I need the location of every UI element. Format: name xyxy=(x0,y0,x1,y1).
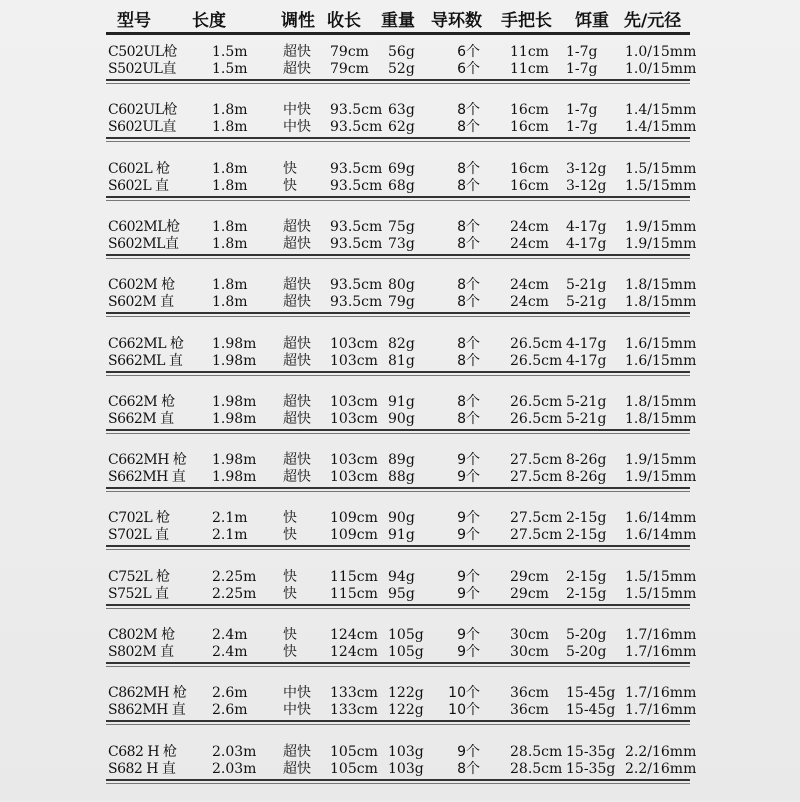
cell-model: S602UL直 xyxy=(108,119,176,136)
cell-handle-length: 24cm xyxy=(510,277,549,294)
header-model: 型号 xyxy=(117,11,151,31)
cell-action: 快 xyxy=(283,177,297,194)
cell-model: C662ML 枪 xyxy=(108,335,184,352)
model-group xyxy=(0,742,800,802)
cell-packed-length: 109cm xyxy=(330,510,378,527)
cell-tip-butt: 1.4/15mm xyxy=(625,102,697,119)
cell-tip-butt: 1.7/16mm xyxy=(625,685,697,702)
cell-model: S662ML 直 xyxy=(108,352,183,369)
cell-guides: 10个 xyxy=(448,685,480,702)
cell-lure-weight: 15-35g xyxy=(566,743,616,760)
cell-model: C662MH 枪 xyxy=(108,452,187,469)
model-group xyxy=(0,100,800,160)
cell-action: 超快 xyxy=(283,393,311,410)
group-divider xyxy=(106,545,690,550)
cell-length: 1.8m xyxy=(212,177,248,194)
header-tip-butt: 先/元径 xyxy=(624,11,682,31)
table-header xyxy=(0,6,800,34)
cell-weight: 122g xyxy=(388,685,424,702)
cell-tip-butt: 1.8/15mm xyxy=(625,294,697,311)
header-divider xyxy=(106,32,690,35)
group-divider xyxy=(106,254,690,259)
cell-model: S702L 直 xyxy=(108,527,169,544)
cell-guides: 9个 xyxy=(457,527,480,544)
cell-packed-length: 93.5cm xyxy=(330,160,383,177)
cell-lure-weight: 4-17g xyxy=(566,235,607,252)
cell-weight: 88g xyxy=(388,469,415,486)
cell-weight: 81g xyxy=(388,352,415,369)
cell-handle-length: 11cm xyxy=(510,61,549,77)
header-guides: 导环数 xyxy=(431,11,482,31)
cell-model: S602ML直 xyxy=(108,235,179,252)
cell-tip-butt: 1.6/14mm xyxy=(625,510,697,527)
cell-length: 2.1m xyxy=(212,510,248,527)
cell-packed-length: 93.5cm xyxy=(330,102,383,119)
cell-length: 1.98m xyxy=(212,335,257,352)
cell-weight: 56g xyxy=(388,44,415,60)
cell-length: 2.1m xyxy=(212,527,248,544)
cell-packed-length: 115cm xyxy=(330,568,378,585)
header-handle: 手把长 xyxy=(501,11,552,31)
group-divider xyxy=(106,196,690,201)
cell-model: S662M 直 xyxy=(108,410,174,427)
cell-packed-length: 103cm xyxy=(330,352,378,369)
cell-length: 2.25m xyxy=(212,585,257,602)
cell-handle-length: 27.5cm xyxy=(510,510,563,527)
cell-tip-butt: 1.7/16mm xyxy=(625,702,697,719)
cell-lure-weight: 5-20g xyxy=(566,644,607,660)
cell-tip-butt: 1.5/15mm xyxy=(625,585,697,602)
cell-handle-length: 24cm xyxy=(510,218,549,235)
cell-weight: 80g xyxy=(388,277,415,294)
cell-tip-butt: 1.8/15mm xyxy=(625,410,697,427)
cell-tip-butt: 1.9/15mm xyxy=(625,452,697,469)
cell-action: 快 xyxy=(283,160,297,177)
table-row xyxy=(0,584,800,604)
cell-length: 1.98m xyxy=(212,469,257,486)
cell-handle-length: 29cm xyxy=(510,568,549,585)
cell-model: C682 H 枪 xyxy=(108,743,177,760)
cell-guides: 8个 xyxy=(457,277,480,294)
model-group xyxy=(0,275,800,335)
cell-weight: 75g xyxy=(388,218,415,235)
cell-packed-length: 103cm xyxy=(330,335,378,352)
cell-guides: 8个 xyxy=(457,393,480,410)
cell-lure-weight: 5-21g xyxy=(566,277,607,294)
cell-guides: 9个 xyxy=(457,644,480,660)
cell-length: 1.8m xyxy=(212,294,248,311)
cell-weight: 62g xyxy=(388,119,415,136)
cell-handle-length: 11cm xyxy=(510,44,549,60)
cell-tip-butt: 1.5/15mm xyxy=(625,160,697,177)
cell-packed-length: 103cm xyxy=(330,452,378,469)
cell-weight: 63g xyxy=(388,102,415,119)
model-group xyxy=(0,508,800,568)
cell-packed-length: 93.5cm xyxy=(330,177,383,194)
cell-handle-length: 24cm xyxy=(510,235,549,252)
cell-tip-butt: 1.0/15mm xyxy=(625,44,697,60)
cell-weight: 79g xyxy=(388,294,415,311)
table-row xyxy=(0,292,800,312)
cell-guides: 10个 xyxy=(448,702,480,719)
cell-model: S502UL直 xyxy=(108,61,176,77)
cell-lure-weight: 15-45g xyxy=(566,685,616,702)
table-row xyxy=(0,642,800,662)
cell-handle-length: 27.5cm xyxy=(510,452,563,469)
cell-tip-butt: 1.9/15mm xyxy=(625,235,697,252)
cell-weight: 103g xyxy=(388,760,424,777)
cell-model: C862MH 枪 xyxy=(108,685,187,702)
cell-packed-length: 124cm xyxy=(330,627,378,643)
cell-lure-weight: 15-35g xyxy=(566,760,616,777)
cell-handle-length: 28.5cm xyxy=(510,743,563,760)
cell-guides: 9个 xyxy=(457,585,480,602)
cell-guides: 9个 xyxy=(457,469,480,486)
cell-packed-length: 93.5cm xyxy=(330,218,383,235)
header-lure: 饵重 xyxy=(575,11,609,31)
model-group xyxy=(0,683,800,743)
cell-packed-length: 105cm xyxy=(330,743,378,760)
cell-action: 超快 xyxy=(283,760,311,777)
cell-guides: 6个 xyxy=(457,61,480,77)
cell-weight: 69g xyxy=(388,160,415,177)
cell-packed-length: 124cm xyxy=(330,644,378,660)
table-row xyxy=(0,409,800,429)
cell-length: 1.98m xyxy=(212,410,257,427)
cell-guides: 8个 xyxy=(457,102,480,119)
cell-model: S862MH 直 xyxy=(108,702,186,719)
cell-action: 超快 xyxy=(283,61,311,77)
model-group xyxy=(0,159,800,219)
cell-tip-butt: 1.5/15mm xyxy=(625,177,697,194)
cell-lure-weight: 8-26g xyxy=(566,469,607,486)
cell-packed-length: 105cm xyxy=(330,760,378,777)
table-row xyxy=(0,117,800,137)
cell-tip-butt: 2.2/16mm xyxy=(625,760,697,777)
group-divider xyxy=(106,79,690,84)
cell-packed-length: 133cm xyxy=(330,702,378,719)
cell-packed-length: 109cm xyxy=(330,527,378,544)
cell-tip-butt: 1.6/14mm xyxy=(625,527,697,544)
cell-length: 2.03m xyxy=(212,760,257,777)
cell-length: 1.8m xyxy=(212,235,248,252)
cell-weight: 103g xyxy=(388,743,424,760)
cell-lure-weight: 1-7g xyxy=(566,61,598,77)
cell-guides: 8个 xyxy=(457,352,480,369)
cell-length: 2.6m xyxy=(212,685,248,702)
cell-lure-weight: 5-21g xyxy=(566,294,607,311)
cell-tip-butt: 1.4/15mm xyxy=(625,119,697,136)
model-group xyxy=(0,42,800,102)
cell-lure-weight: 4-17g xyxy=(566,218,607,235)
cell-packed-length: 103cm xyxy=(330,393,378,410)
table-row xyxy=(0,234,800,254)
cell-packed-length: 79cm xyxy=(330,61,369,77)
cell-guides: 9个 xyxy=(457,627,480,643)
cell-model: C502UL枪 xyxy=(108,44,178,60)
model-group xyxy=(0,450,800,510)
cell-tip-butt: 1.6/15mm xyxy=(625,335,697,352)
cell-weight: 91g xyxy=(388,527,415,544)
group-divider xyxy=(106,312,690,317)
cell-action: 中快 xyxy=(283,685,311,702)
cell-model: C602ML枪 xyxy=(108,218,180,235)
cell-weight: 90g xyxy=(388,410,415,427)
cell-action: 快 xyxy=(283,527,297,544)
cell-length: 1.8m xyxy=(212,102,248,119)
cell-packed-length: 115cm xyxy=(330,585,378,602)
cell-guides: 8个 xyxy=(457,218,480,235)
cell-lure-weight: 2-15g xyxy=(566,527,607,544)
cell-handle-length: 26.5cm xyxy=(510,410,563,427)
cell-lure-weight: 3-12g xyxy=(566,177,607,194)
cell-model: C602L 枪 xyxy=(108,160,170,177)
group-divider xyxy=(106,662,690,667)
group-divider xyxy=(106,429,690,434)
cell-handle-length: 16cm xyxy=(510,102,549,119)
cell-action: 超快 xyxy=(283,44,311,60)
cell-lure-weight: 4-17g xyxy=(566,352,607,369)
cell-length: 1.5m xyxy=(212,61,248,77)
cell-lure-weight: 15-45g xyxy=(566,702,616,719)
table-row xyxy=(0,525,800,545)
cell-action: 超快 xyxy=(283,452,311,469)
cell-length: 2.4m xyxy=(212,627,248,643)
cell-tip-butt: 1.9/15mm xyxy=(625,218,697,235)
cell-handle-length: 24cm xyxy=(510,294,549,311)
cell-weight: 122g xyxy=(388,702,424,719)
cell-weight: 90g xyxy=(388,510,415,527)
cell-action: 中快 xyxy=(283,102,311,119)
cell-guides: 8个 xyxy=(457,235,480,252)
cell-action: 快 xyxy=(283,510,297,527)
header-weight: 重量 xyxy=(381,11,415,31)
cell-weight: 52g xyxy=(388,61,415,77)
cell-model: C702L 枪 xyxy=(108,510,170,527)
cell-tip-butt: 1.8/15mm xyxy=(625,393,697,410)
table-row xyxy=(0,759,800,779)
model-group xyxy=(0,217,800,277)
header-length: 长度 xyxy=(192,11,226,31)
cell-lure-weight: 2-15g xyxy=(566,585,607,602)
cell-action: 超快 xyxy=(283,469,311,486)
cell-length: 1.8m xyxy=(212,119,248,136)
cell-tip-butt: 1.7/16mm xyxy=(625,627,697,643)
cell-model: C602M 枪 xyxy=(108,277,175,294)
cell-model: S602L 直 xyxy=(108,177,169,194)
cell-length: 1.98m xyxy=(212,393,257,410)
cell-handle-length: 30cm xyxy=(510,644,549,660)
cell-tip-butt: 2.2/16mm xyxy=(625,743,697,760)
cell-model: S802M 直 xyxy=(108,644,174,660)
cell-tip-butt: 1.5/15mm xyxy=(625,568,697,585)
cell-guides: 8个 xyxy=(457,119,480,136)
group-divider xyxy=(106,604,690,609)
cell-lure-weight: 5-21g xyxy=(566,410,607,427)
cell-weight: 95g xyxy=(388,585,415,602)
cell-action: 超快 xyxy=(283,235,311,252)
cell-packed-length: 93.5cm xyxy=(330,119,383,136)
cell-length: 2.4m xyxy=(212,644,248,660)
cell-lure-weight: 2-15g xyxy=(566,510,607,527)
cell-weight: 68g xyxy=(388,177,415,194)
cell-guides: 8个 xyxy=(457,294,480,311)
cell-handle-length: 27.5cm xyxy=(510,527,563,544)
cell-action: 快 xyxy=(283,627,297,643)
cell-lure-weight: 3-12g xyxy=(566,160,607,177)
model-group xyxy=(0,334,800,394)
cell-tip-butt: 1.8/15mm xyxy=(625,277,697,294)
cell-handle-length: 16cm xyxy=(510,160,549,177)
cell-action: 快 xyxy=(283,568,297,585)
cell-action: 快 xyxy=(283,585,297,602)
cell-weight: 105g xyxy=(388,644,424,660)
cell-packed-length: 133cm xyxy=(330,685,378,702)
cell-tip-butt: 1.0/15mm xyxy=(625,61,697,77)
cell-guides: 9个 xyxy=(457,568,480,585)
cell-model: C802M 枪 xyxy=(108,627,175,643)
cell-length: 1.8m xyxy=(212,218,248,235)
cell-length: 2.25m xyxy=(212,568,257,585)
cell-lure-weight: 1-7g xyxy=(566,44,598,60)
cell-model: S752L 直 xyxy=(108,585,169,602)
group-divider xyxy=(106,137,690,142)
cell-model: C752L 枪 xyxy=(108,568,170,585)
cell-guides: 6个 xyxy=(457,44,480,60)
cell-model: S662MH 直 xyxy=(108,469,186,486)
cell-action: 中快 xyxy=(283,702,311,719)
cell-packed-length: 93.5cm xyxy=(330,235,383,252)
cell-model: S682 H 直 xyxy=(108,760,176,777)
table-row xyxy=(0,176,800,196)
cell-lure-weight: 4-17g xyxy=(566,335,607,352)
cell-guides: 8个 xyxy=(457,410,480,427)
cell-packed-length: 93.5cm xyxy=(330,294,383,311)
table-row xyxy=(0,467,800,487)
cell-packed-length: 103cm xyxy=(330,469,378,486)
table-row xyxy=(0,351,800,371)
cell-action: 超快 xyxy=(283,294,311,311)
cell-handle-length: 30cm xyxy=(510,627,549,643)
cell-guides: 9个 xyxy=(457,510,480,527)
cell-action: 快 xyxy=(283,644,297,660)
cell-action: 超快 xyxy=(283,335,311,352)
header-action: 调性 xyxy=(281,11,315,31)
cell-weight: 91g xyxy=(388,393,415,410)
cell-length: 1.98m xyxy=(212,452,257,469)
cell-packed-length: 93.5cm xyxy=(330,277,383,294)
group-divider xyxy=(106,720,690,725)
cell-guides: 8个 xyxy=(457,335,480,352)
cell-length: 1.98m xyxy=(212,352,257,369)
cell-packed-length: 103cm xyxy=(330,410,378,427)
cell-weight: 82g xyxy=(388,335,415,352)
cell-lure-weight: 1-7g xyxy=(566,119,598,136)
cell-model: S602M 直 xyxy=(108,294,174,311)
cell-lure-weight: 1-7g xyxy=(566,102,598,119)
cell-lure-weight: 5-20g xyxy=(566,627,607,643)
cell-guides: 8个 xyxy=(457,177,480,194)
cell-length: 1.8m xyxy=(212,277,248,294)
cell-weight: 105g xyxy=(388,627,424,643)
cell-length: 1.8m xyxy=(212,160,248,177)
cell-packed-length: 79cm xyxy=(330,44,369,60)
cell-handle-length: 36cm xyxy=(510,702,549,719)
cell-lure-weight: 2-15g xyxy=(566,568,607,585)
cell-length: 2.03m xyxy=(212,743,257,760)
cell-model: C662M 枪 xyxy=(108,393,175,410)
cell-model: C602UL枪 xyxy=(108,102,178,119)
cell-handle-length: 28.5cm xyxy=(510,760,563,777)
model-group xyxy=(0,625,800,685)
cell-handle-length: 16cm xyxy=(510,177,549,194)
cell-handle-length: 26.5cm xyxy=(510,335,563,352)
cell-action: 中快 xyxy=(283,119,311,136)
cell-weight: 89g xyxy=(388,452,415,469)
cell-action: 超快 xyxy=(283,410,311,427)
group-divider xyxy=(106,371,690,376)
cell-handle-length: 26.5cm xyxy=(510,352,563,369)
model-group xyxy=(0,567,800,627)
cell-action: 超快 xyxy=(283,218,311,235)
cell-handle-length: 36cm xyxy=(510,685,549,702)
cell-lure-weight: 5-21g xyxy=(566,393,607,410)
group-divider xyxy=(106,487,690,492)
cell-guides: 9个 xyxy=(457,743,480,760)
cell-tip-butt: 1.7/16mm xyxy=(625,644,697,660)
header-packed: 收长 xyxy=(327,11,361,31)
cell-weight: 73g xyxy=(388,235,415,252)
cell-tip-butt: 1.6/15mm xyxy=(625,352,697,369)
cell-weight: 94g xyxy=(388,568,415,585)
cell-tip-butt: 1.9/15mm xyxy=(625,469,697,486)
model-group xyxy=(0,392,800,452)
cell-guides: 9个 xyxy=(457,452,480,469)
cell-handle-length: 26.5cm xyxy=(510,393,563,410)
cell-length: 2.6m xyxy=(212,702,248,719)
cell-guides: 8个 xyxy=(457,760,480,777)
cell-action: 超快 xyxy=(283,352,311,369)
group-divider xyxy=(106,779,690,784)
cell-handle-length: 16cm xyxy=(510,119,549,136)
table-row xyxy=(0,700,800,720)
cell-guides: 8个 xyxy=(457,160,480,177)
cell-lure-weight: 8-26g xyxy=(566,452,607,469)
cell-action: 超快 xyxy=(283,743,311,760)
cell-handle-length: 29cm xyxy=(510,585,549,602)
table-row xyxy=(0,59,800,79)
cell-handle-length: 27.5cm xyxy=(510,469,563,486)
cell-length: 1.5m xyxy=(212,44,248,60)
cell-action: 超快 xyxy=(283,277,311,294)
